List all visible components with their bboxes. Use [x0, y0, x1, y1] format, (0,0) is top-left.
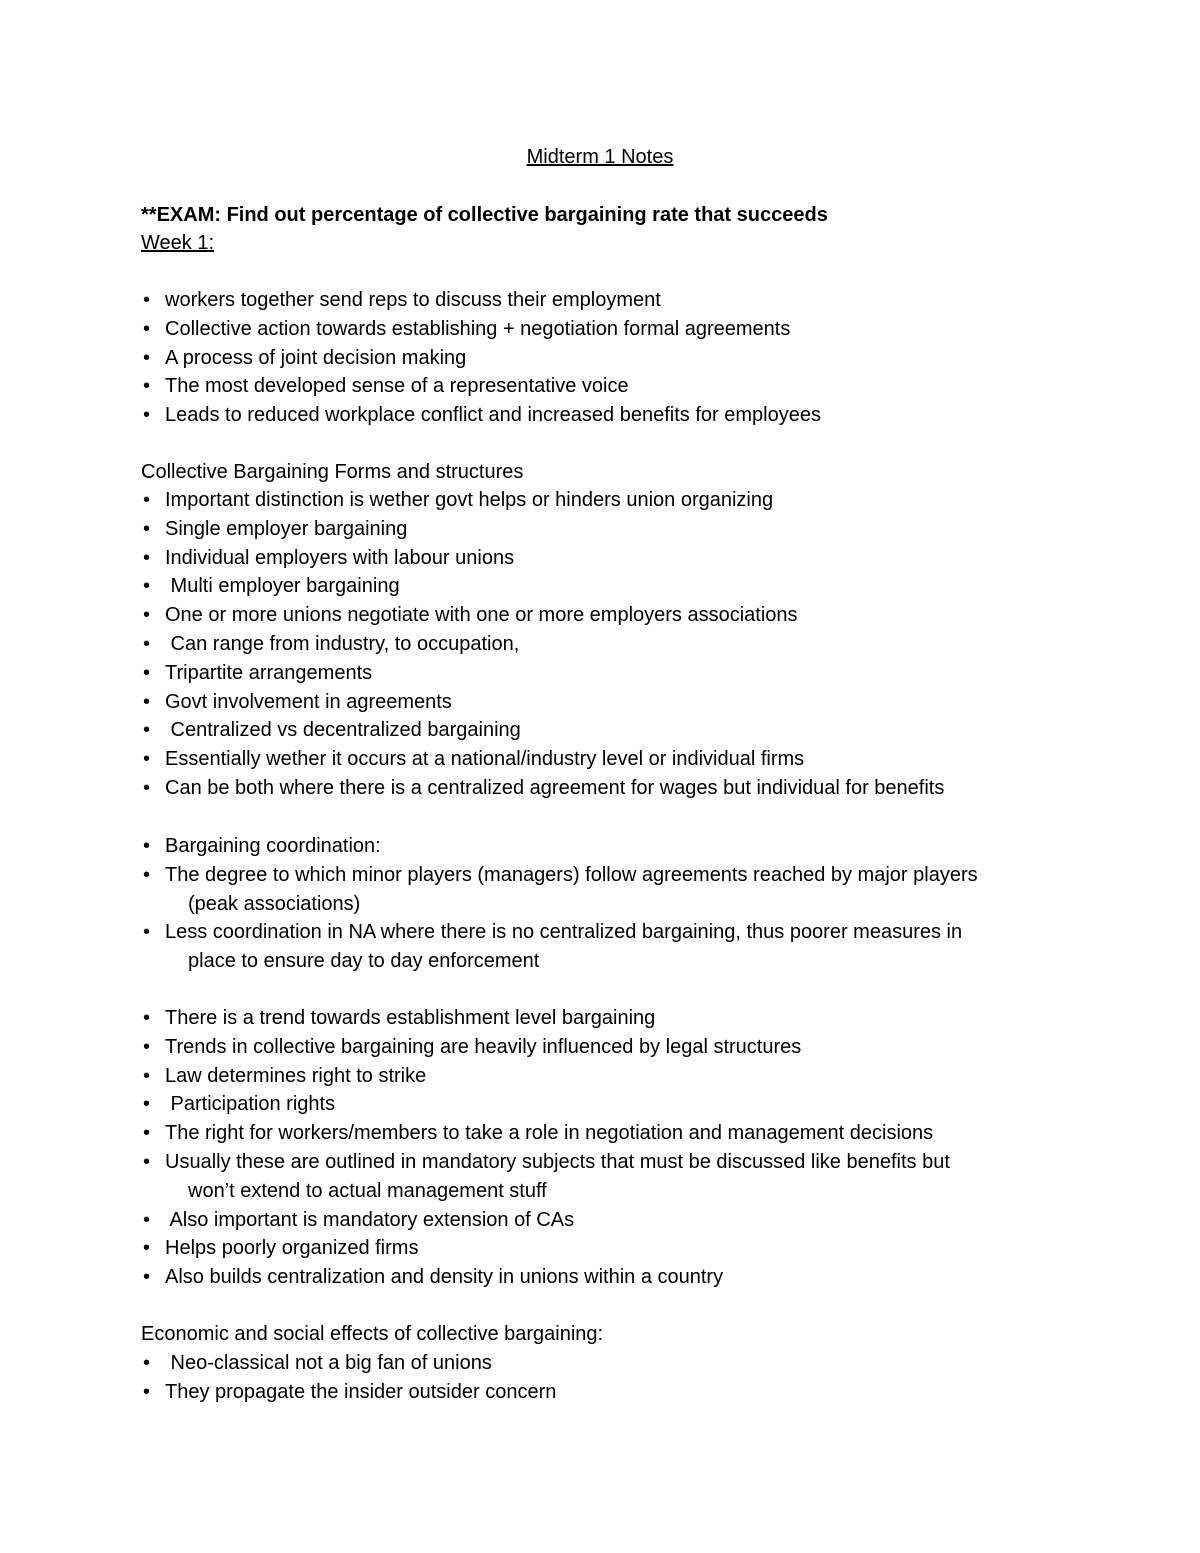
- bullet-icon: •: [143, 1380, 151, 1403]
- bullet-icon: •: [143, 1007, 151, 1029]
- section2-list: [141, 486, 1101, 803]
- bullet-icon: •: [143, 748, 151, 771]
- bullet-icon: •: [143, 690, 151, 713]
- section1-list: [141, 286, 1101, 430]
- section5-list: [141, 1349, 1101, 1407]
- section4-list: [141, 1004, 1101, 1292]
- bullet-icon: •: [143, 346, 151, 369]
- list-item: • Also builds centralization and density in unions within a country: [141, 1263, 1101, 1292]
- list-item: • Collective action towards establishing + negotiation formal agreements: [141, 315, 1101, 344]
- list-item: • They propagate the insider outsider concern: [141, 1378, 1101, 1407]
- bullet-icon: •: [143, 1122, 151, 1145]
- list-item: • Essentially wether it occurs at a national/industry level or individual firms: [141, 745, 1101, 774]
- list-item: • Tripartite arrangements: [141, 659, 1101, 688]
- list-item: • Participation rights: [141, 1090, 1101, 1119]
- bullet-icon: •: [143, 632, 151, 655]
- bullet-icon: •: [143, 317, 151, 340]
- bullet-icon: •: [143, 1237, 151, 1260]
- bullet-icon: •: [143, 1064, 151, 1087]
- bullet-icon: •: [143, 776, 151, 799]
- list-item: • The right for workers/members to take a role in negotiation and management decisions: [141, 1119, 1101, 1148]
- bullet-icon: •: [143, 489, 151, 511]
- list-item: • Also important is mandatory extension of CAs: [141, 1206, 1101, 1235]
- list-item: • One or more unions negotiate with one or more employers associations: [141, 601, 1101, 630]
- list-item: • The most developed sense of a representative voice: [141, 372, 1101, 401]
- bullet-icon: •: [143, 661, 151, 684]
- bullet-icon: •: [143, 921, 151, 944]
- list-item: • workers together send reps to discuss their employment: [141, 286, 1101, 315]
- list-item: • Single employer bargaining: [141, 515, 1101, 544]
- bullet-icon: •: [143, 517, 151, 540]
- list-item: • Multi employer bargaining: [141, 572, 1101, 601]
- section5-heading: Economic and social effects of collective bargaining:: [141, 1323, 604, 1345]
- list-item: • Important distinction is wether govt helps or hinders union organizing: [141, 486, 1101, 515]
- list-item: • Bargaining coordination:: [141, 832, 1101, 861]
- bullet-icon: •: [143, 1035, 151, 1058]
- bullet-icon: •: [143, 289, 151, 311]
- bullet-icon: •: [143, 575, 151, 598]
- bullet-icon: •: [143, 604, 151, 627]
- bullet-icon: •: [143, 1352, 151, 1374]
- list-item: • Can be both where there is a centralized agreement for wages but individual for benefits: [141, 774, 1101, 803]
- list-item: • Law determines right to strike: [141, 1062, 1101, 1091]
- list-item: • Neo-classical not a big fan of unions: [141, 1349, 1101, 1378]
- bullet-icon: •: [143, 375, 151, 398]
- list-item: • Helps poorly organized firms: [141, 1234, 1101, 1263]
- page-title: Midterm 1 Notes: [526, 146, 674, 168]
- list-item: • Govt involvement in agreements: [141, 688, 1101, 717]
- list-item: • Individual employers with labour unions: [141, 544, 1101, 573]
- list-item: • A process of joint decision making: [141, 344, 1101, 373]
- bullet-icon: •: [143, 404, 151, 427]
- list-item: • Centralized vs decentralized bargaining: [141, 716, 1101, 745]
- list-item: • Leads to reduced workplace conflict and increased benefits for employees: [141, 401, 1101, 430]
- bullet-icon: •: [143, 1150, 151, 1173]
- list-item: • Less coordination in NA where there is no centralized bargaining, thus poorer measures in place to ensure day to day enforcement: [141, 918, 1101, 976]
- list-item: • Trends in collective bargaining are heavily influenced by legal structures: [141, 1033, 1101, 1062]
- list-item: • The degree to which minor players (managers) follow agreements reached by major players (peak associations): [141, 861, 1101, 919]
- section2-heading: Collective Bargaining Forms and structures: [141, 461, 524, 483]
- week-label: Week 1:: [141, 232, 214, 254]
- exam-note: **EXAM: Find out percentage of collective bargaining rate that succeeds: [141, 204, 828, 226]
- bullet-icon: •: [143, 546, 151, 569]
- section3-list: [141, 832, 1101, 976]
- bullet-icon: •: [143, 863, 151, 886]
- bullet-icon: •: [143, 1093, 151, 1116]
- bullet-icon: •: [143, 835, 151, 857]
- bullet-icon: •: [143, 1266, 151, 1289]
- bullet-icon: •: [143, 1208, 151, 1231]
- list-item: • Usually these are outlined in mandatory subjects that must be discussed like benefits but won’t extend to actual management stuff: [141, 1148, 1101, 1206]
- bullet-icon: •: [143, 719, 151, 742]
- list-item: • Can range from industry, to occupation,: [141, 630, 1101, 659]
- list-item: • There is a trend towards establishment level bargaining: [141, 1004, 1101, 1033]
